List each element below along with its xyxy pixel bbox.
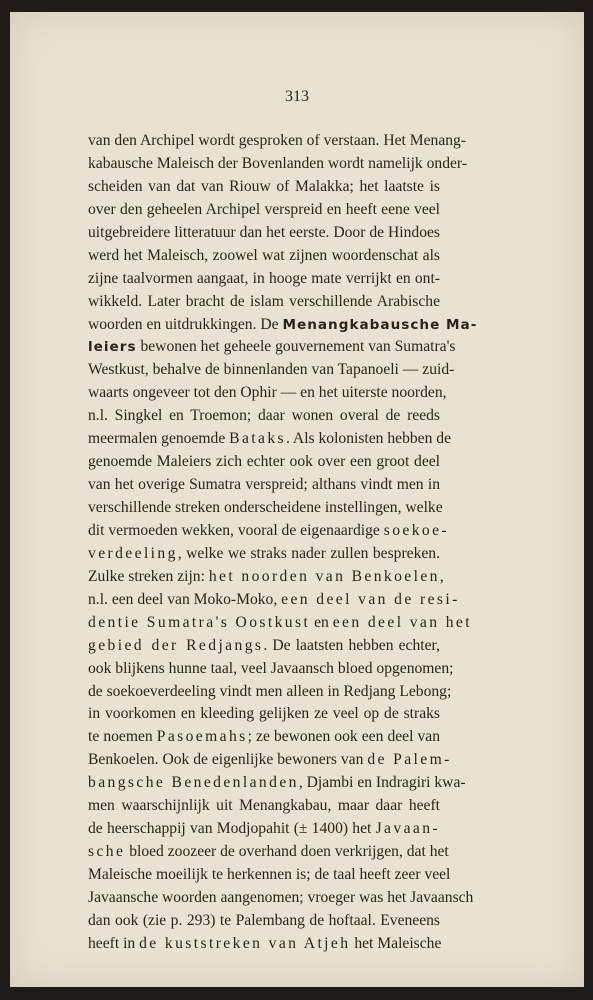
text-segment: dan ook (zie p. 293) te Palembang de hoftaal. Eveneens [88, 911, 440, 929]
text-segment: kabausche Maleisch der Bovenlanden wordt namelijk onder- [88, 154, 468, 172]
text-segment: dentie Sumatra's Oostkust [88, 613, 311, 631]
text-segment: bloed zoozeer de overhand doen verkrijgen, dat het [125, 843, 449, 861]
text-segment: Menangkabausche Ma- [282, 316, 478, 333]
text-line [88, 176, 440, 199]
text-segment: verschillende streken onderscheidene instellingen, welke [88, 499, 443, 516]
text-segment: Javaansche woorden aangenomen; vroeger was het Javaansch [88, 888, 474, 906]
text-segment: men waarschijnlijk uit Menangkabau, maar daar heeft [88, 797, 440, 815]
text-segment: ook blijkens hunne taal, veel Javaansch bloed opgenomen; [88, 659, 454, 677]
text-segment: van het overige Sumatra verspreid; althans vindt men in [88, 476, 440, 494]
text-segment: heeft in [88, 934, 140, 952]
text-segment: van den Archipel wordt gesproken of verstaan. Het Menang- [88, 132, 467, 149]
text-segment: Pasoemahs [156, 728, 248, 746]
text-line [88, 543, 440, 566]
text-line [88, 887, 474, 910]
text-line [88, 336, 456, 359]
text-line [88, 681, 452, 704]
text-segment: zijne taalvormen aangaat, in hooge mate verrijkt en ont- [88, 269, 440, 287]
text-line [88, 566, 444, 589]
text-line [88, 589, 460, 612]
text-line [88, 520, 450, 543]
text-segment: waarts ongeveer tot den Ophir — en het uiterste noorden, [88, 384, 447, 402]
text-segment: soekoe- [383, 521, 450, 539]
text-segment: n.l. een deel van Moko-Moko, [88, 590, 282, 608]
text-line [88, 222, 440, 245]
text-segment: een deel van de resi- [281, 590, 460, 608]
text-segment: n.l. Singkel en Troemon; daar wonen overal de reeds [88, 407, 440, 425]
text-line [88, 726, 440, 749]
text-segment: gebied der Redjangs [88, 636, 264, 654]
text-line [88, 359, 455, 382]
text-segment: scheiden van dat van Riouw of Malakka; het laatste is [88, 177, 440, 195]
text-segment: in voorkomen en kleeding gelijken ze veel op de straks [88, 705, 440, 723]
text-segment: genoemde Maleiers zich echter ook over een groot deel [88, 453, 440, 471]
text-segment: meermalen genoemde [88, 430, 230, 448]
text-segment: verdeeling [88, 544, 178, 562]
text-segment: en [310, 613, 333, 631]
text-segment: . De laatsten hebben echter, [263, 636, 440, 654]
text-line [88, 933, 440, 956]
text-segment: . Als kolonisten hebben de [286, 430, 452, 448]
text-line [88, 153, 468, 176]
text-segment: Benkoelen. Ook de eigenlijke bewoners van [88, 751, 368, 769]
text-line [88, 864, 451, 887]
text-segment: Maleische moeilijk te herkennen is; de taal heeft zeer veel [88, 866, 451, 883]
text-line [88, 910, 440, 933]
text-segment: het Maleische [350, 934, 442, 952]
text-segment: over den geheelen Archipel verspreid en heeft eene veel [88, 200, 440, 218]
text-line [88, 772, 466, 795]
text-line [88, 245, 440, 268]
text-segment: werd het Maleisch, zoowel wat zijnen woordenschat als [88, 246, 440, 264]
text-segment: bewonen het geheele gouvernement van Sumatra's [136, 338, 456, 356]
text-line [88, 291, 440, 314]
text-line [88, 818, 440, 841]
text-segment: Westkust, behalve de binnenlanden van Tapanoeli — zuid- [88, 361, 455, 379]
text-segment: de Palem- [367, 751, 452, 769]
text-segment: leiers [88, 339, 137, 356]
text-segment: wikkeld. Later bracht de islam verschillende Arabische [88, 292, 440, 310]
text-line [88, 703, 440, 726]
text-line [88, 314, 478, 337]
text-segment: ; ze bewonen ook een deel van [247, 728, 441, 746]
body-text [88, 130, 478, 956]
text-segment: een deel van het [332, 613, 472, 631]
text-line [88, 268, 440, 291]
text-line [88, 841, 449, 864]
text-segment: , Djambi en Indragiri kwa- [298, 774, 466, 792]
text-line [88, 497, 443, 520]
text-segment: de heerschappij van Modjopahit (± 1400) het [88, 820, 376, 838]
text-segment: Zulke streken zijn: [88, 567, 209, 585]
text-line [88, 658, 454, 681]
text-segment: , welke we straks nader zullen bespreken. [177, 544, 440, 562]
text-line [88, 451, 440, 474]
text-line [88, 749, 452, 772]
text-line [88, 199, 440, 222]
text-line [88, 405, 440, 428]
text-segment: de kuststreken van Atjeh [139, 934, 351, 952]
text-segment: te noemen [88, 728, 157, 746]
text-segment: dit vermoeden wekken, vooral de eigenaardige [88, 521, 384, 539]
text-segment: , [439, 567, 444, 585]
text-segment: bangsche Benedenlanden [88, 774, 299, 792]
text-line [88, 130, 467, 153]
text-line [88, 428, 452, 451]
text-segment: het noorden van Benkoelen [208, 567, 440, 585]
text-line [88, 474, 440, 497]
text-segment: Javaan- [375, 820, 440, 838]
text-segment: sche [88, 843, 126, 861]
book-page [10, 12, 584, 987]
page-number: 313 [285, 88, 309, 105]
text-line [88, 382, 447, 405]
text-line [88, 795, 440, 818]
text-segment: uitgebreidere litteratuur dan het eerste. Door de Hindoes [88, 223, 440, 241]
text-segment: Bataks [229, 430, 286, 448]
text-segment: woorden en uitdrukkingen. De [88, 315, 283, 333]
text-line [88, 612, 472, 635]
text-segment: de soekoeverdeeling vindt men alleen in Redjang Lebong; [88, 682, 452, 700]
text-line [88, 635, 440, 658]
